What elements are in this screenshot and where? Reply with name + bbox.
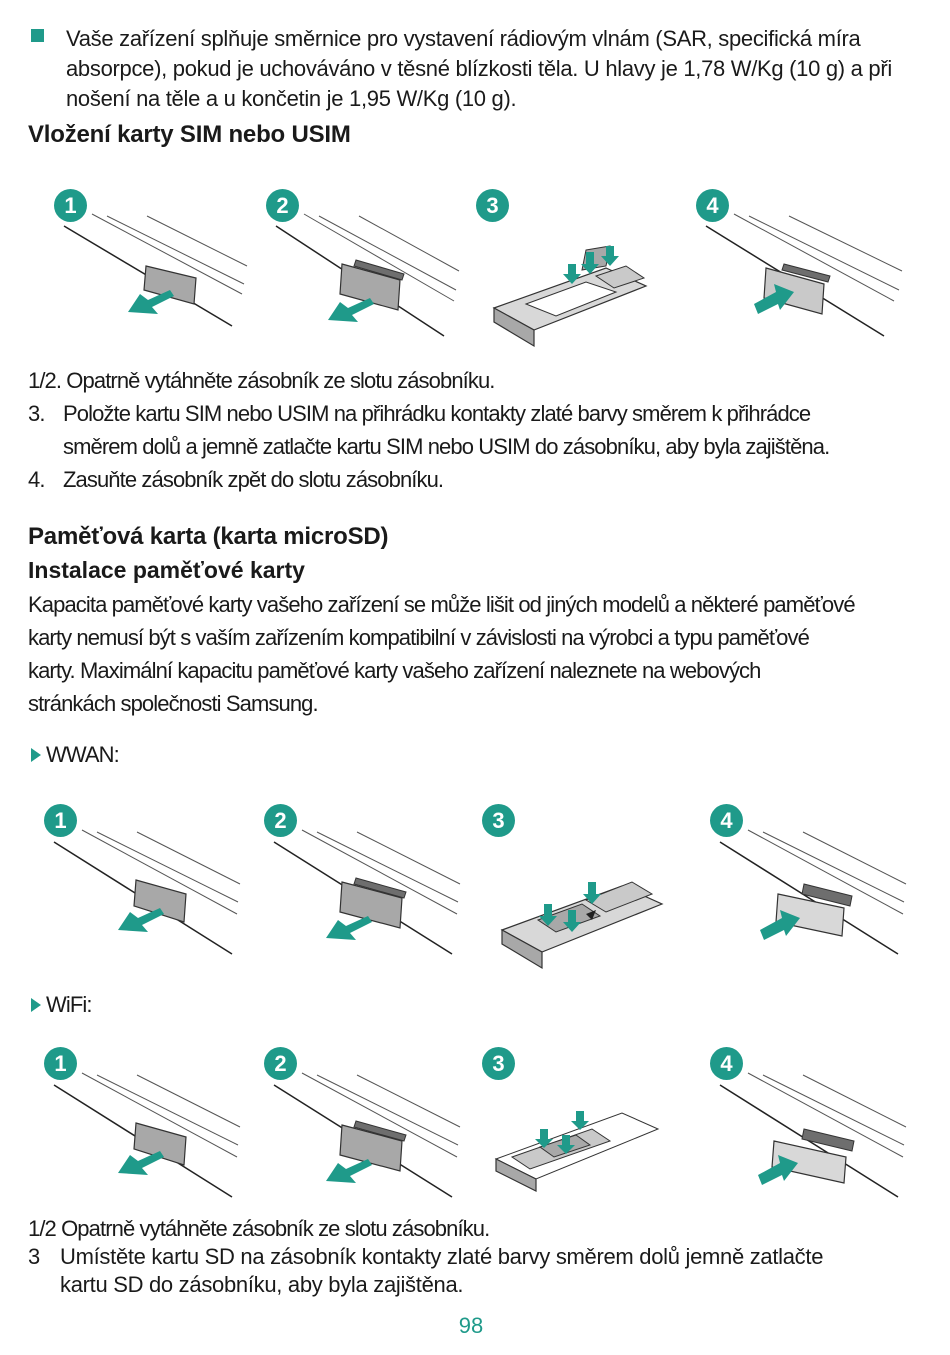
step-number-badge: 2	[264, 804, 297, 837]
step-number-badge: 1	[44, 804, 77, 837]
sim-instruction-4-number: 4.	[28, 467, 45, 492]
memory-paragraph-line-3: karty. Maximální kapacitu paměťové karty vašeho zařízení naleznete na webových	[28, 658, 761, 683]
triangle-bullet-icon	[31, 998, 41, 1012]
step-number-badge: 1	[44, 1047, 77, 1080]
memory-instruction-3-line-1: Umístěte kartu SD na zásobník kontakty zlaté barvy směrem dolů jemně zatlačte	[60, 1244, 824, 1269]
step-number-badge: 3	[482, 804, 515, 837]
sim-step-1	[52, 186, 252, 346]
sim-instruction-1-2: 1/2. Opatrně vytáhněte zásobník ze slotu zásobníku.	[28, 368, 495, 393]
wwan-step-2	[262, 802, 462, 962]
triangle-bullet-icon	[31, 748, 41, 762]
wifi-step-3	[482, 1045, 682, 1205]
memory-card-subheading: Instalace paměťové karty	[28, 557, 305, 583]
intro-line-3: nošení na těle a u končetin je 1,95 W/Kg (10 g).	[66, 86, 517, 111]
wwan-step-1	[42, 802, 242, 962]
sim-instruction-3-line-1: Položte kartu SIM nebo USIM na přihrádku kontakty zlaté barvy směrem k přihrádce	[63, 401, 811, 426]
step-number-badge: 1	[54, 189, 87, 222]
wwan-step-4	[708, 802, 908, 962]
wifi-label-row	[31, 990, 92, 1019]
step-number-badge: 2	[266, 189, 299, 222]
wwan-step-3	[482, 802, 682, 972]
step-number-badge: 4	[710, 1047, 743, 1080]
page-number: 98	[458, 1313, 484, 1338]
sim-step-2	[264, 186, 464, 346]
memory-paragraph-line-2: karty nemusí být s vaším zařízením kompatibilní v závislosti na výrobci a typu paměťové	[28, 625, 809, 650]
memory-paragraph-line-4: stránkách společnosti Samsung.	[28, 691, 318, 716]
sim-heading: Vložení karty SIM nebo USIM	[28, 121, 351, 148]
wifi-label: WiFi:	[46, 992, 92, 1017]
step-number-badge: 3	[482, 1047, 515, 1080]
intro-line-1: Vaše zařízení splňuje směrnice pro vystavení rádiovým vlnám (SAR, specifická míra	[66, 26, 861, 51]
wwan-label-row	[31, 740, 119, 769]
sim-instruction-3-number: 3.	[28, 401, 45, 426]
step-number-badge: 4	[710, 804, 743, 837]
sim-step-4	[694, 186, 904, 346]
memory-instruction-3-line-2: kartu SD do zásobníku, aby byla zajištěna.	[60, 1272, 464, 1297]
wifi-step-2	[262, 1045, 462, 1205]
step-number-badge: 3	[476, 189, 509, 222]
memory-instruction-1-2: 1/2 Opatrně vytáhněte zásobník ze slotu zásobníku.	[28, 1216, 490, 1241]
sim-instruction-4: Zasuňte zásobník zpět do slotu zásobníku.	[63, 467, 444, 492]
sim-step-3	[476, 186, 676, 354]
square-bullet-icon	[31, 29, 44, 42]
step-number-badge: 2	[264, 1047, 297, 1080]
memory-paragraph-line-1: Kapacita paměťové karty vašeho zařízení se může lišit od jiných modelů a některé paměťové	[28, 592, 855, 617]
memory-card-heading: Paměťová karta (karta microSD)	[28, 523, 389, 550]
sim-instruction-3-line-2: směrem dolů a jemně zatlačte kartu SIM nebo USIM do zásobníku, aby byla zajištěna.	[63, 434, 830, 459]
step-number-badge: 4	[696, 189, 729, 222]
intro-line-2: absorpce), pokud je uchováváno v těsné blízkosti těla. U hlavy je 1,78 W/Kg (10 g) a při	[66, 56, 892, 81]
wifi-step-4	[708, 1045, 908, 1205]
memory-instruction-3-number: 3	[28, 1244, 40, 1269]
wwan-label: WWAN:	[46, 742, 119, 767]
wifi-step-1	[42, 1045, 242, 1205]
